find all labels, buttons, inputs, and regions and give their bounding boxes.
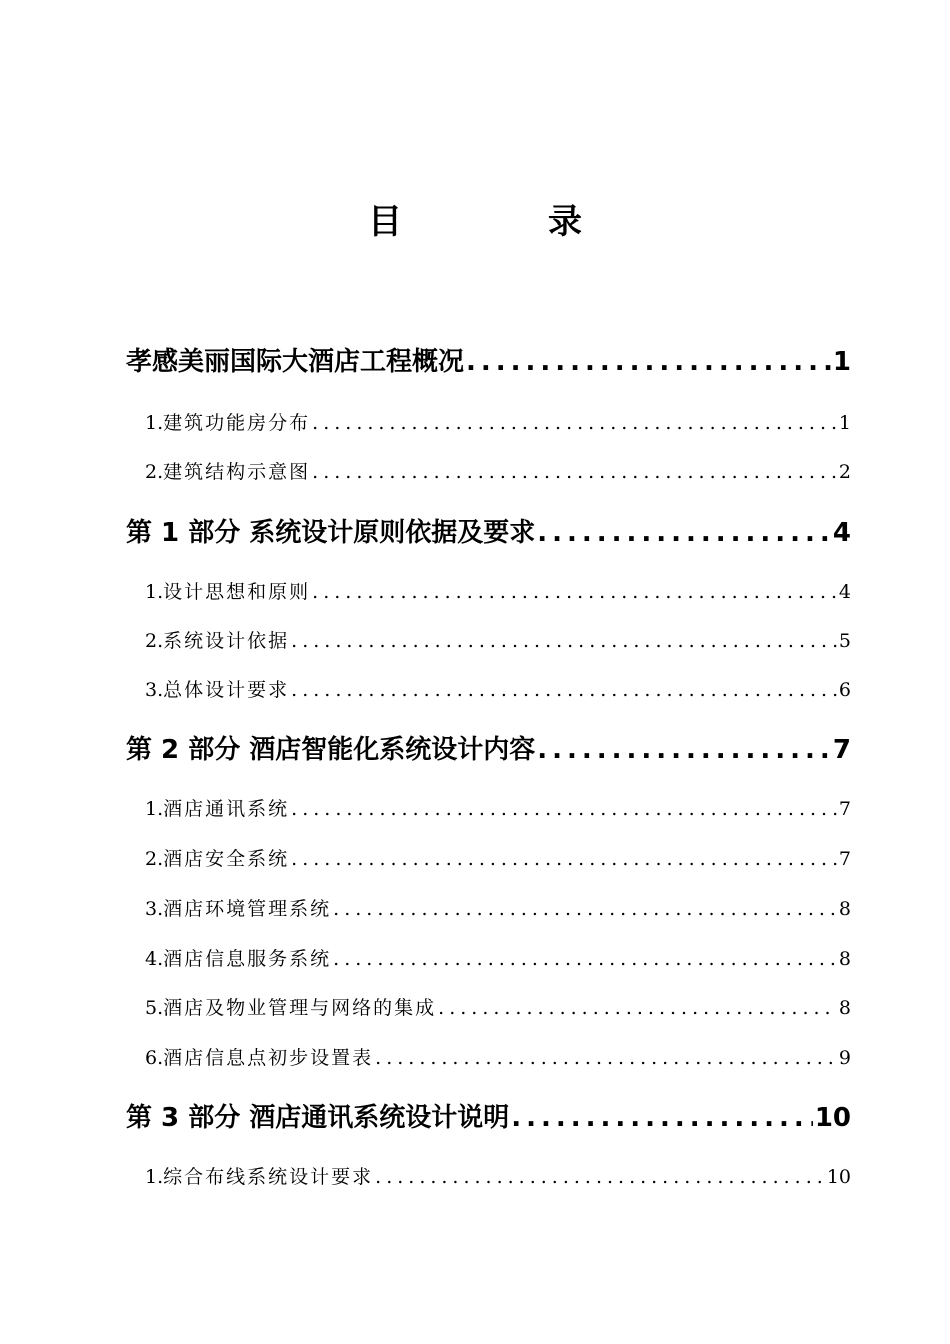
toc-dot-leader [291, 675, 837, 705]
toc-entry-number: 3. [145, 898, 164, 920]
toc-page-number: 8 [838, 898, 851, 920]
toc-page-number: 1 [838, 412, 851, 434]
toc-entry-label: 综合布线系统设计要求 [163, 1166, 374, 1188]
toc-entry[interactable] [145, 944, 851, 974]
toc-dot-leader [312, 408, 837, 438]
toc-entry-number: 2. [145, 848, 164, 870]
toc-entry-label: 酒店信息服务系统 [163, 948, 332, 970]
toc-entry-number: 2. [145, 630, 164, 652]
toc-entry-label: 系统设计依据 [163, 630, 290, 652]
toc-entry[interactable] [126, 342, 851, 382]
toc-title: 目 录 [368, 202, 638, 242]
toc-page-number: 4 [838, 581, 851, 603]
toc-page-number: 10 [814, 1103, 851, 1133]
toc-entry[interactable] [145, 894, 851, 924]
toc-entry[interactable] [145, 408, 851, 438]
toc-page-number: 6 [838, 679, 851, 701]
toc-entry-number: 1. [145, 798, 164, 820]
toc-entry-label: 第 1 部分 系统设计原则依据及要求 [126, 518, 536, 548]
toc-entry-label: 酒店安全系统 [163, 848, 290, 870]
toc-entry[interactable] [145, 675, 851, 705]
toc-dot-leader [333, 894, 837, 924]
toc-entry-label: 酒店及物业管理与网络的集成 [163, 997, 437, 1019]
toc-dot-leader [291, 794, 837, 824]
toc-dot-leader [511, 1098, 813, 1138]
toc-page-number: 10 [826, 1166, 851, 1188]
toc-entry[interactable] [126, 513, 851, 553]
toc-dot-leader [312, 577, 837, 607]
toc-page-number: 7 [832, 735, 851, 765]
toc-dot-leader [466, 342, 831, 382]
toc-entry-label: 孝感美丽国际大酒店工程概况 [126, 347, 465, 377]
toc-page-number: 7 [838, 798, 851, 820]
toc-page-number: 4 [832, 518, 851, 548]
toc-entry[interactable] [145, 577, 851, 607]
toc-entry-label: 建筑结构示意图 [163, 461, 311, 483]
toc-dot-leader [537, 730, 831, 770]
toc-dot-leader [438, 993, 837, 1023]
toc-entry[interactable] [145, 993, 851, 1023]
toc-entry-number: 4. [145, 948, 164, 970]
toc-dot-leader [375, 1162, 825, 1192]
toc-entry-label: 酒店信息点初步设置表 [163, 1047, 374, 1069]
toc-entry[interactable] [145, 457, 851, 487]
toc-entry-number: 2. [145, 461, 164, 483]
toc-dot-leader [291, 844, 837, 874]
toc-entry[interactable] [145, 1043, 851, 1073]
toc-dot-leader [375, 1043, 837, 1073]
toc-dot-leader [312, 457, 837, 487]
toc-entry[interactable] [145, 844, 851, 874]
toc-entry-label: 第 2 部分 酒店智能化系统设计内容 [126, 735, 536, 765]
toc-entry-number: 6. [145, 1047, 164, 1069]
toc-entry[interactable] [126, 730, 851, 770]
toc-entry[interactable] [126, 1098, 851, 1138]
toc-entry[interactable] [145, 626, 851, 656]
toc-entry-number: 1. [145, 412, 164, 434]
toc-entry-number: 5. [145, 997, 164, 1019]
toc-entry-label: 酒店环境管理系统 [163, 898, 332, 920]
toc-dot-leader [537, 513, 831, 553]
toc-entry-number: 1. [145, 581, 164, 603]
toc-page-number: 7 [838, 848, 851, 870]
toc-entry-label: 总体设计要求 [163, 679, 290, 701]
toc-entry[interactable] [145, 794, 851, 824]
toc-entry-label: 建筑功能房分布 [163, 412, 311, 434]
toc-entry[interactable] [145, 1162, 851, 1192]
toc-dot-leader [333, 944, 837, 974]
toc-entry-number: 1. [145, 1166, 164, 1188]
toc-entry-number: 3. [145, 679, 164, 701]
toc-entry-label: 酒店通讯系统 [163, 798, 290, 820]
toc-page-number: 5 [838, 630, 851, 652]
toc-page-number: 8 [838, 997, 851, 1019]
toc-page-number: 8 [838, 948, 851, 970]
toc-entry-label: 设计思想和原则 [163, 581, 311, 603]
toc-page-number: 9 [838, 1047, 851, 1069]
toc-page-number: 1 [832, 347, 851, 377]
toc-dot-leader [291, 626, 837, 656]
toc-page-number: 2 [838, 461, 851, 483]
toc-entry-label: 第 3 部分 酒店通讯系统设计说明 [126, 1103, 510, 1133]
